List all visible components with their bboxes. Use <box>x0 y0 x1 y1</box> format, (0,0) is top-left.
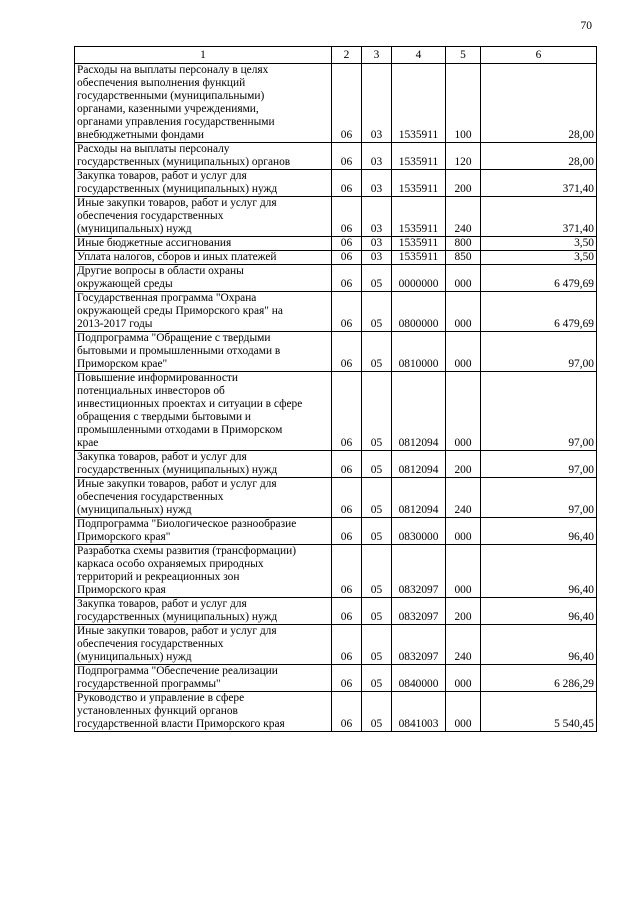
target-article-code: 0832097 <box>392 625 446 665</box>
row-name-line: государственных (муниципальных) органов <box>77 156 291 168</box>
table-row <box>75 478 597 518</box>
amount: 96,40 <box>481 545 597 598</box>
row-name-line: инвестиционных проектах и ситуации в сфере <box>77 398 303 410</box>
section-code: 06 <box>332 251 362 265</box>
row-name-line: каркаса особо охраняемых природных <box>77 558 264 570</box>
expense-type-code: 200 <box>446 170 481 197</box>
expense-type-code: 000 <box>446 665 481 692</box>
row-name-line: Иные бюджетные ассигнования <box>77 237 232 249</box>
target-article-code: 0800000 <box>392 292 446 332</box>
section-code: 06 <box>332 292 362 332</box>
header-cell: 2 <box>332 47 362 64</box>
row-name-line: Закупка товаров, работ и услуг для <box>77 170 247 182</box>
row-name <box>75 170 332 197</box>
row-name <box>75 332 332 372</box>
section-code: 06 <box>332 518 362 545</box>
subsection-code: 05 <box>362 625 392 665</box>
row-name <box>75 292 332 332</box>
target-article-code: 1535911 <box>392 143 446 170</box>
section-code: 06 <box>332 143 362 170</box>
target-article-code: 1535911 <box>392 64 446 143</box>
row-name-line: окружающей среды <box>77 278 173 290</box>
expense-type-code: 000 <box>446 265 481 292</box>
header-row <box>75 47 597 64</box>
row-name-line: (муниципальных) нужд <box>77 651 192 663</box>
row-name-line: обеспечения выполнения функций <box>77 77 246 89</box>
row-name-line: (муниципальных) нужд <box>77 504 192 516</box>
subsection-code: 05 <box>362 265 392 292</box>
row-name <box>75 265 332 292</box>
section-code: 06 <box>332 372 362 451</box>
row-name-line: Государственная программа "Охрана <box>77 292 257 304</box>
subsection-code: 05 <box>362 292 392 332</box>
expense-type-code: 000 <box>446 518 481 545</box>
row-name-line: внебюджетными фондами <box>77 129 205 141</box>
table-row <box>75 518 597 545</box>
row-name <box>75 143 332 170</box>
amount: 371,40 <box>481 197 597 237</box>
target-article-code: 0810000 <box>392 332 446 372</box>
table-row <box>75 625 597 665</box>
row-name <box>75 518 332 545</box>
row-name-line: органами управления государственными <box>77 116 275 128</box>
amount: 6 479,69 <box>481 265 597 292</box>
expense-type-code: 200 <box>446 598 481 625</box>
expense-type-code: 000 <box>446 372 481 451</box>
row-name-line: (муниципальных) нужд <box>77 223 192 235</box>
row-name-line: Руководство и управление в сфере <box>77 692 245 704</box>
expense-type-code: 240 <box>446 478 481 518</box>
section-code: 06 <box>332 197 362 237</box>
subsection-code: 03 <box>362 251 392 265</box>
row-name-line: Закупка товаров, работ и услуг для <box>77 451 247 463</box>
expense-type-code: 240 <box>446 625 481 665</box>
row-name <box>75 251 332 265</box>
row-name-line: Приморского края <box>77 584 166 596</box>
subsection-code: 05 <box>362 451 392 478</box>
amount: 6 286,29 <box>481 665 597 692</box>
table-row <box>75 265 597 292</box>
target-article-code: 0840000 <box>392 665 446 692</box>
row-name-line: потенциальных инвесторов об <box>77 385 225 397</box>
section-code: 06 <box>332 170 362 197</box>
table-row <box>75 451 597 478</box>
section-code: 06 <box>332 625 362 665</box>
target-article-code: 1535911 <box>392 237 446 251</box>
row-name-line: государственной власти Приморского края <box>77 718 285 730</box>
row-name-line: 2013-2017 годы <box>77 318 153 330</box>
amount: 3,50 <box>481 237 597 251</box>
expense-type-code: 000 <box>446 545 481 598</box>
subsection-code: 03 <box>362 237 392 251</box>
row-name-line: Приморском крае" <box>77 358 168 370</box>
expense-type-code: 120 <box>446 143 481 170</box>
row-name-line: Закупка товаров, работ и услуг для <box>77 598 247 610</box>
subsection-code: 05 <box>362 332 392 372</box>
budget-table <box>74 46 597 732</box>
row-name-line: Иные закупки товаров, работ и услуг для <box>77 478 277 490</box>
row-name-line: установленных функций органов <box>77 705 238 717</box>
target-article-code: 1535911 <box>392 251 446 265</box>
table-row <box>75 64 597 143</box>
row-name-line: обеспечения государственных <box>77 638 224 650</box>
subsection-code: 05 <box>362 665 392 692</box>
subsection-code: 05 <box>362 692 392 732</box>
target-article-code: 0000000 <box>392 265 446 292</box>
row-name <box>75 64 332 143</box>
row-name-line: крае <box>77 437 99 449</box>
row-name-line: Разработка схемы развития (трансформации) <box>77 545 297 557</box>
subsection-code: 03 <box>362 197 392 237</box>
subsection-code: 05 <box>362 545 392 598</box>
row-name <box>75 478 332 518</box>
row-name <box>75 692 332 732</box>
table-row <box>75 545 597 598</box>
section-code: 06 <box>332 64 362 143</box>
section-code: 06 <box>332 265 362 292</box>
row-name-line: государственной программы" <box>77 678 221 690</box>
expense-type-code: 000 <box>446 332 481 372</box>
header-cell: 5 <box>446 47 481 64</box>
table-row <box>75 692 597 732</box>
amount: 3,50 <box>481 251 597 265</box>
subsection-code: 03 <box>362 170 392 197</box>
amount: 97,00 <box>481 372 597 451</box>
subsection-code: 05 <box>362 478 392 518</box>
section-code: 06 <box>332 598 362 625</box>
row-name <box>75 545 332 598</box>
target-article-code: 0832097 <box>392 598 446 625</box>
row-name-line: государственных (муниципальных) нужд <box>77 611 278 623</box>
header-cell: 1 <box>75 47 332 64</box>
row-name-line: Подпрограмма "Обращение с твердыми <box>77 332 271 344</box>
section-code: 06 <box>332 332 362 372</box>
subsection-code: 03 <box>362 143 392 170</box>
table-row <box>75 292 597 332</box>
amount: 97,00 <box>481 451 597 478</box>
row-name <box>75 237 332 251</box>
row-name-line: Расходы на выплаты персоналу <box>77 143 230 155</box>
page-number: 70 <box>580 20 592 32</box>
row-name <box>75 197 332 237</box>
table-row <box>75 143 597 170</box>
row-name-line: Другие вопросы в области охраны <box>77 265 244 277</box>
subsection-code: 05 <box>362 372 392 451</box>
row-name-line: государственных (муниципальных) нужд <box>77 183 278 195</box>
amount: 5 540,45 <box>481 692 597 732</box>
row-name-line: Подпрограмма "Обеспечение реализации <box>77 665 278 677</box>
row-name-line: окружающей среды Приморского края" на <box>77 305 283 317</box>
header-cell: 3 <box>362 47 392 64</box>
section-code: 06 <box>332 478 362 518</box>
amount: 96,40 <box>481 598 597 625</box>
row-name <box>75 625 332 665</box>
subsection-code: 05 <box>362 598 392 625</box>
table-row <box>75 251 597 265</box>
row-name <box>75 372 332 451</box>
row-name-line: государственных (муниципальных) нужд <box>77 464 278 476</box>
row-name-line: обращения с твердыми бытовыми и <box>77 411 251 423</box>
section-code: 06 <box>332 237 362 251</box>
row-name <box>75 598 332 625</box>
target-article-code: 0832097 <box>392 545 446 598</box>
amount: 96,40 <box>481 518 597 545</box>
row-name-line: обеспечения государственных <box>77 210 224 222</box>
expense-type-code: 000 <box>446 292 481 332</box>
amount: 6 479,69 <box>481 292 597 332</box>
table-row <box>75 372 597 451</box>
row-name-line: Подпрограмма "Биологическое разнообразие <box>77 518 297 530</box>
row-name-line: Приморского края" <box>77 531 171 543</box>
row-name <box>75 451 332 478</box>
amount: 28,00 <box>481 64 597 143</box>
row-name-line: бытовыми и промышленными отходами в <box>77 345 281 357</box>
target-article-code: 1535911 <box>392 170 446 197</box>
row-name-line: промышленными отходами в Приморском <box>77 424 283 436</box>
row-name <box>75 665 332 692</box>
target-article-code: 0812094 <box>392 372 446 451</box>
subsection-code: 05 <box>362 518 392 545</box>
amount: 97,00 <box>481 332 597 372</box>
row-name-line: Расходы на выплаты персоналу в целях <box>77 64 269 76</box>
expense-type-code: 100 <box>446 64 481 143</box>
expense-type-code: 200 <box>446 451 481 478</box>
target-article-code: 0812094 <box>392 451 446 478</box>
amount: 97,00 <box>481 478 597 518</box>
row-name-line: государственными (муниципальными) <box>77 90 265 102</box>
row-name-line: Уплата налогов, сборов и иных платежей <box>77 251 277 263</box>
section-code: 06 <box>332 692 362 732</box>
subsection-code: 03 <box>362 64 392 143</box>
header-cell: 6 <box>481 47 597 64</box>
target-article-code: 0812094 <box>392 478 446 518</box>
section-code: 06 <box>332 451 362 478</box>
target-article-code: 0841003 <box>392 692 446 732</box>
row-name-line: Иные закупки товаров, работ и услуг для <box>77 197 277 209</box>
amount: 96,40 <box>481 625 597 665</box>
table-row <box>75 170 597 197</box>
target-article-code: 1535911 <box>392 197 446 237</box>
section-code: 06 <box>332 665 362 692</box>
section-code: 06 <box>332 545 362 598</box>
row-name-line: обеспечения государственных <box>77 491 224 503</box>
amount: 28,00 <box>481 143 597 170</box>
expense-type-code: 850 <box>446 251 481 265</box>
row-name-line: территорий и рекреационных зон <box>77 571 240 583</box>
expense-type-code: 000 <box>446 692 481 732</box>
table-row <box>75 197 597 237</box>
row-name-line: Иные закупки товаров, работ и услуг для <box>77 625 277 637</box>
row-name-line: органами, казенными учреждениями, <box>77 103 259 115</box>
expense-type-code: 240 <box>446 197 481 237</box>
table-row <box>75 332 597 372</box>
expense-type-code: 800 <box>446 237 481 251</box>
table-row <box>75 665 597 692</box>
target-article-code: 0830000 <box>392 518 446 545</box>
header-cell: 4 <box>392 47 446 64</box>
row-name-line: Повышение информированности <box>77 372 238 384</box>
table-row <box>75 237 597 251</box>
amount: 371,40 <box>481 170 597 197</box>
table-row <box>75 598 597 625</box>
